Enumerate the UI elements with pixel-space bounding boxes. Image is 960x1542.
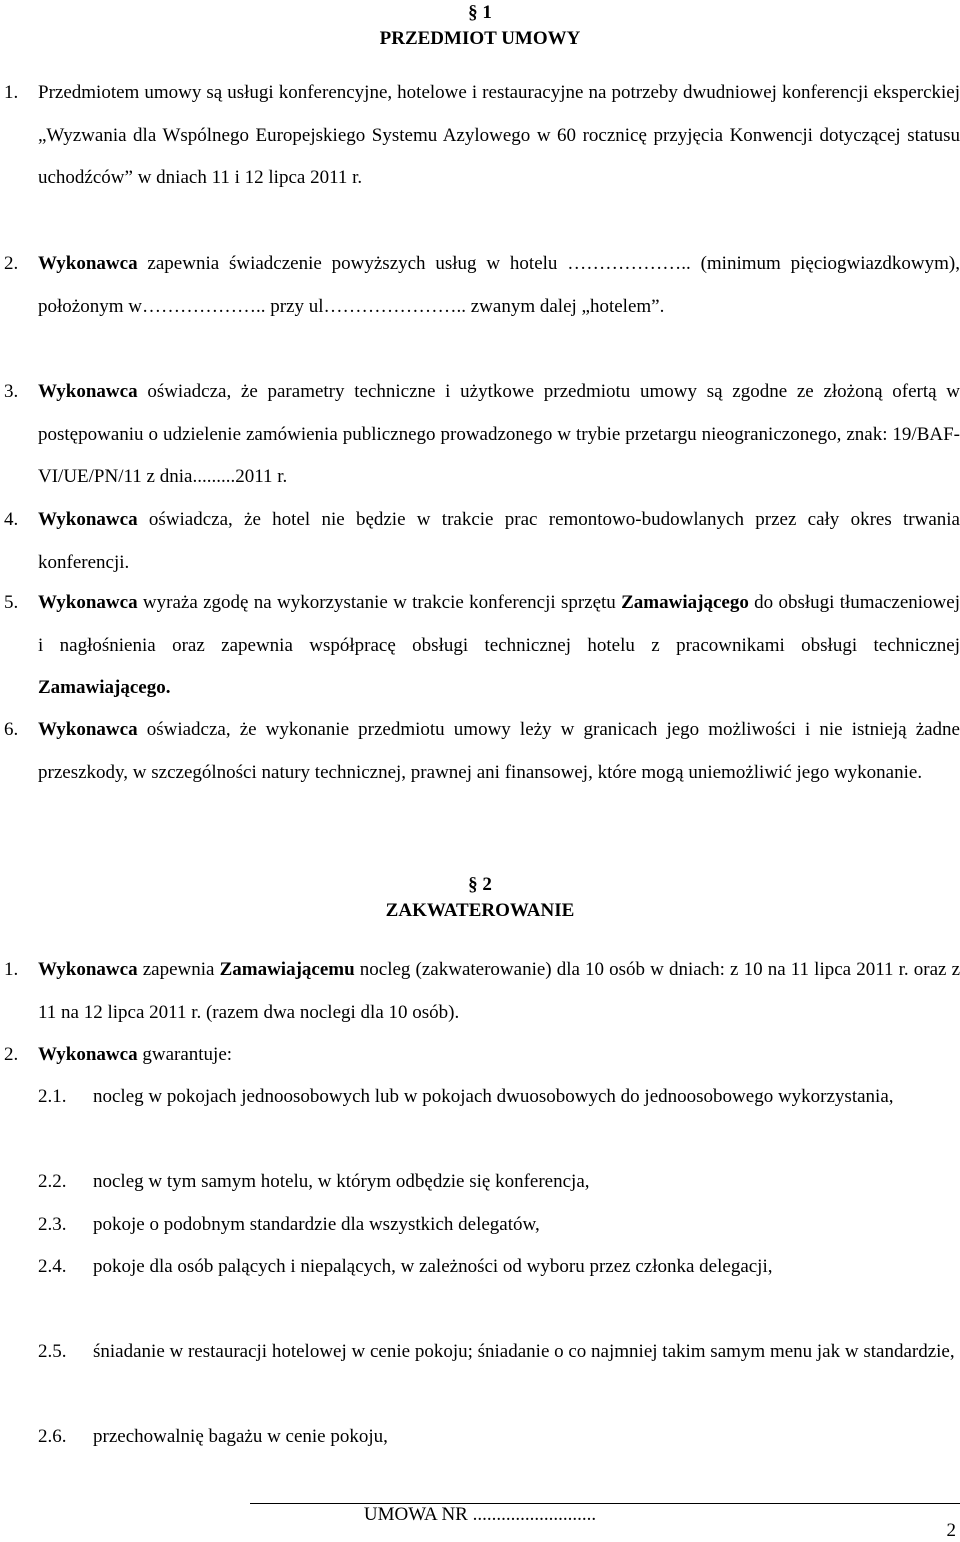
section-2-item-2 <box>0 1034 960 1077</box>
item-number: 4. <box>4 509 19 530</box>
subitem-number: 2.3. <box>38 1214 67 1235</box>
section-2-title: ZAKWATEROWANIE <box>385 900 575 921</box>
subitem-number: 2.5. <box>38 1341 67 1362</box>
text-run: gwarantuje: <box>137 1044 233 1065</box>
section-1-title: PRZEDMIOT UMOWY <box>379 28 581 49</box>
subitem-number: 2.6. <box>38 1426 67 1447</box>
item-text <box>38 582 960 710</box>
section-1-symbol: § 1 <box>468 2 492 23</box>
item-text <box>38 1034 960 1077</box>
section-1-item-6 <box>0 709 960 794</box>
item-text <box>38 243 960 328</box>
section-1-item-2 <box>0 243 960 328</box>
item-number: 1. <box>4 82 19 103</box>
bold-text-run: Wykonawca <box>38 509 138 530</box>
subitem-text: śniadanie w restauracji hotelowej w cenie pokoju; śniadanie o co najmniej takim samym menu jak w standardzie, <box>93 1341 955 1362</box>
section-1-item-5 <box>0 582 960 710</box>
subitem-text: pokoje dla osób palących i niepalących, w zależności od wyboru przez członka delegacji, <box>93 1256 773 1277</box>
subitem-text: nocleg w tym samym hotelu, w którym odbędzie się konferencja, <box>93 1171 590 1192</box>
text-run: nocleg (zakwaterowanie) dla 10 osób w dniach: z 10 na 11 lipca 2011 r. oraz z 11 na 12 lipca 2011 r. (razem dwa noclegi dla 10 osób). <box>38 959 960 1023</box>
bold-text-run: Zamawiającego <box>621 592 749 613</box>
bold-text-run: Wykonawca <box>38 592 138 613</box>
item-text <box>38 371 960 499</box>
text-run: oświadcza, że wykonanie przedmiotu umowy leży w granicach jego możliwości i nie istnieją żadne przeszkody, w szczególności natury technicznej, prawnej ani finansowej, które mogą uniemożliwić jego wykonanie. <box>38 719 960 783</box>
subitem-number: 2.2. <box>38 1171 67 1192</box>
item-number: 6. <box>4 719 19 740</box>
subitem-2-5 <box>0 1331 960 1374</box>
section-2-symbol: § 2 <box>468 874 492 895</box>
subitem-2-1 <box>0 1076 960 1119</box>
subitem-2-2 <box>0 1161 960 1204</box>
subitem-2-3 <box>0 1204 960 1247</box>
subitem-text: przechowalnię bagażu w cenie pokoju, <box>93 1426 388 1447</box>
bold-text-run: Wykonawca <box>38 719 138 740</box>
subitem-number: 2.1. <box>38 1086 67 1107</box>
text-run: oświadcza, że parametry techniczne i użytkowe przedmiotu umowy są zgodne ze złożoną ofertą w postępowaniu o udzielenie zamówienia publicznego prowadzonego w trybie przetargu nieograniczonego, znak: 19/BAF-VI/UE/PN/11 z dnia.........2011 r. <box>38 381 960 488</box>
bold-text-run: Wykonawca <box>38 253 138 274</box>
bold-text-run: Zamawiającego. <box>38 677 171 699</box>
text-run: oświadcza, że hotel nie będzie w trakcie prac remontowo-budowlanych przez cały okres trwania konferencji. <box>38 509 960 573</box>
item-number: 3. <box>4 381 19 402</box>
item-text <box>38 709 960 794</box>
footer-contract-number: UMOWA NR .......................... <box>363 1504 597 1525</box>
subitem-2-4 <box>0 1246 960 1289</box>
subitem-2-6 <box>0 1416 960 1459</box>
bold-text-run: Zamawiającemu <box>219 959 355 980</box>
text-run: do obsługi tłumaczeniowej i nagłośnienia oraz zapewnia współpracę obsługi technicznej hotelu z pracownikami obsługi technicznej <box>38 592 960 656</box>
subitem-text: pokoje o podobnym standardzie dla wszystkich delegatów, <box>93 1214 540 1235</box>
section-1-heading <box>0 0 960 52</box>
text-run: wyraża zgodę na wykorzystanie w trakcie konferencji sprzętu <box>137 592 622 613</box>
subitem-text: nocleg w pokojach jednoosobowych lub w pokojach dwuosobowych do jednoosobowego wykorzystania, <box>93 1086 894 1107</box>
item-number: 2. <box>4 253 19 274</box>
section-1-item-3 <box>0 371 960 499</box>
section-2-item-1 <box>0 949 960 1034</box>
item-text <box>38 949 960 1034</box>
bold-text-run: Wykonawca <box>38 1044 138 1065</box>
item-text <box>38 72 960 200</box>
bold-text-run: Wykonawca <box>38 381 138 402</box>
section-1-item-4 <box>0 499 960 584</box>
section-1-item-1 <box>0 72 960 200</box>
text-run: zapewnia <box>137 959 220 980</box>
bold-text-run: Wykonawca <box>38 959 138 980</box>
item-number: 5. <box>4 592 19 613</box>
item-text <box>38 499 960 584</box>
item-number: 2. <box>4 1044 19 1065</box>
item-number: 1. <box>4 959 19 980</box>
text-run: zapewnia świadczenie powyższych usług w hotelu ……………….. (minimum pięciogwiazdkowym), położonym w……………….. przy ul………………….. zwanym dalej „hotelem”. <box>38 253 960 317</box>
text-run: Przedmiotem umowy są usługi konferencyjne, hotelowe i restauracyjne na potrzeby dwudniowej konferencji eksperckiej „Wyzwania dla Wspólnego Europejskiego Systemu Azylowego w 60 rocznicę przyjęcia Konwencji dotyczącej statusu uchodźców” w dniach 11 i 12 lipca 2011 r. <box>38 82 960 189</box>
subitem-number: 2.4. <box>38 1256 67 1277</box>
page-number: 2 <box>946 1520 956 1541</box>
section-2-heading <box>0 872 960 924</box>
